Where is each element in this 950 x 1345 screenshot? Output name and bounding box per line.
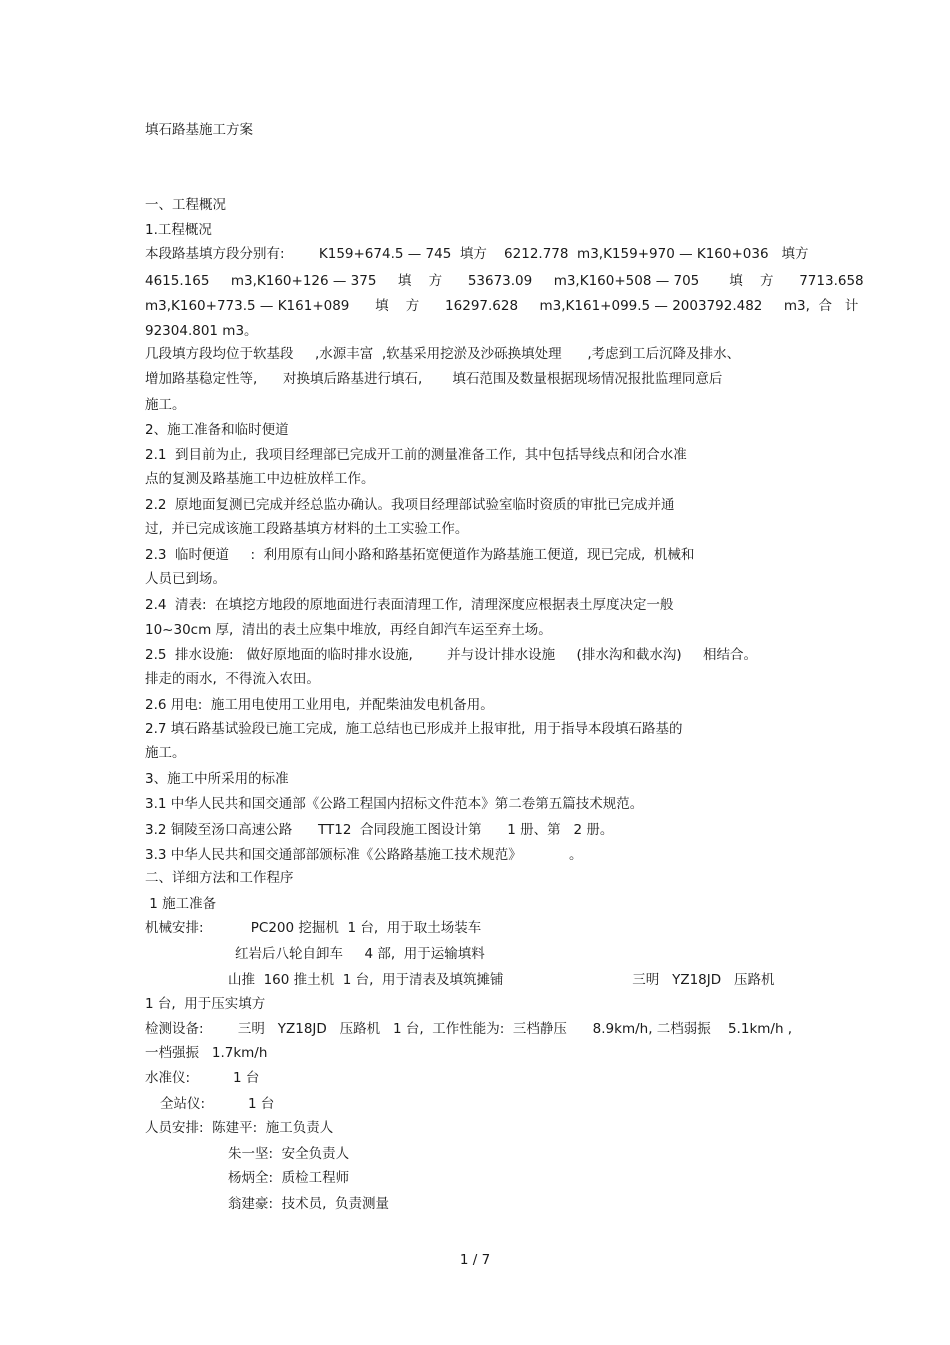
paragraph-line: 检测设备: 三明 YZ18JD 压路机 1 台, 工作性能为: 三档静压 8.9km/h, 二档弱振 5.1km/h ,: [145, 1021, 793, 1037]
paragraph-line: 3.3 中华人民共和国交通部部颁标准《公路路基施工技术规范》 。: [145, 847, 583, 863]
paragraph-line: 2.1 到目前为止, 我项目经理部已完成开工前的测量准备工作, 其中包括导线点和闭合水准: [145, 447, 687, 463]
paragraph-line: 4615.165 m3,K160+126 — 375 填 方 53673.09 m3,K160+508 — 705 填 方 7713.658: [145, 273, 864, 289]
paragraph-line: 3.2 铜陵至汤口高速公路 TT12 合同段施工图设计第 1 册、第 2 册。: [145, 822, 614, 838]
subsection-heading: 1 施工准备: [145, 896, 217, 912]
paragraph-line: 几段填方段均位于软基段 ,水源丰富 ,软基采用挖淤及沙砾换填处理 ,考虑到工后沉降及排水、: [145, 346, 741, 362]
paragraph-line: 水准仪: 1 台: [145, 1070, 260, 1086]
page-number: 1 / 7: [459, 1252, 491, 1268]
paragraph-line: 杨炳全: 质检工程师: [228, 1170, 350, 1186]
paragraph-line: 排走的雨水, 不得流入农田。: [145, 671, 320, 687]
paragraph-line: 过, 并已完成该施工段路基填方材料的土工实验工作。: [145, 521, 469, 537]
paragraph-line: 增加路基稳定性等, 对换填后路基进行填石, 填石范围及数量根据现场情况报批监理同意后: [145, 371, 723, 387]
paragraph-line: 红岩后八轮自卸车 4 部, 用于运输填料: [235, 946, 485, 962]
paragraph-line: 机械安排: PC200 挖掘机 1 台, 用于取土场装车: [145, 920, 482, 936]
subsection-heading: 1.工程概况: [145, 222, 212, 238]
paragraph-line: 翁建豪: 技术员, 负责测量: [228, 1196, 390, 1212]
paragraph-line: 施工。: [145, 397, 186, 413]
paragraph-line: m3,K160+773.5 — K161+089 填 方 16297.628 m3,K161+099.5 — 2003792.482 m3, 合 计: [145, 298, 859, 314]
section-heading: 3、施工中所采用的标准: [145, 771, 289, 787]
paragraph-line: 人员已到场。: [145, 571, 226, 587]
paragraph-line: 朱一坚: 安全负责人: [228, 1146, 350, 1162]
paragraph-line: 施工。: [145, 745, 186, 761]
paragraph-line: 2.2 原地面复测已完成并经总监办确认。我项目经理部试验室临时资质的审批已完成并通: [145, 497, 675, 513]
document-title: 填石路基施工方案: [145, 122, 253, 138]
paragraph-line: 2.6 用电: 施工用电使用工业用电, 并配柴油发电机备用。: [145, 697, 494, 713]
paragraph-line: 3.1 中华人民共和国交通部《公路工程国内招标文件范本》第二卷第五篇技术规范。: [145, 796, 644, 812]
paragraph-line: 2.4 清表: 在填挖方地段的原地面进行表面清理工作, 清理深度应根据表土厚度决定一般: [145, 597, 674, 613]
paragraph-line: 本段路基填方段分别有: K159+674.5 — 745 填方 6212.778 m3,K159+970 — K160+036 填方: [145, 246, 809, 262]
paragraph-line: 人员安排: 陈建平: 施工负责人: [145, 1120, 334, 1136]
paragraph-line: 全站仪: 1 台: [160, 1096, 275, 1112]
paragraph-line: 点的复测及路基施工中边桩放样工作。: [145, 471, 375, 487]
paragraph-line: 10~30cm 厚, 清出的表土应集中堆放, 再经自卸汽车运至弃土场。: [145, 622, 552, 638]
section-heading: 一、工程概况: [145, 197, 226, 213]
paragraph-line: 2.5 排水设施: 做好原地面的临时排水设施, 并与设计排水设施 (排水沟和截水沟) 相结合。: [145, 647, 758, 663]
section-heading: 二、详细方法和工作程序: [145, 870, 294, 886]
paragraph-line: 2.3 临时便道 : 利用原有山间小路和路基拓宽便道作为路基施工便道, 现已完成, 机械和: [145, 547, 695, 563]
paragraph-line: 92304.801 m3。: [145, 323, 258, 339]
paragraph-line: 一档强振 1.7km/h: [145, 1045, 268, 1061]
paragraph-line: 2.7 填石路基试验段已施工完成, 施工总结也已形成并上报审批, 用于指导本段填石路基的: [145, 721, 683, 737]
section-heading: 2、施工准备和临时便道: [145, 422, 289, 438]
paragraph-line: 山推 160 推土机 1 台, 用于清表及填筑摊铺 三明 YZ18JD 压路机: [228, 972, 775, 988]
paragraph-line: 1 台, 用于压实填方: [145, 996, 266, 1012]
